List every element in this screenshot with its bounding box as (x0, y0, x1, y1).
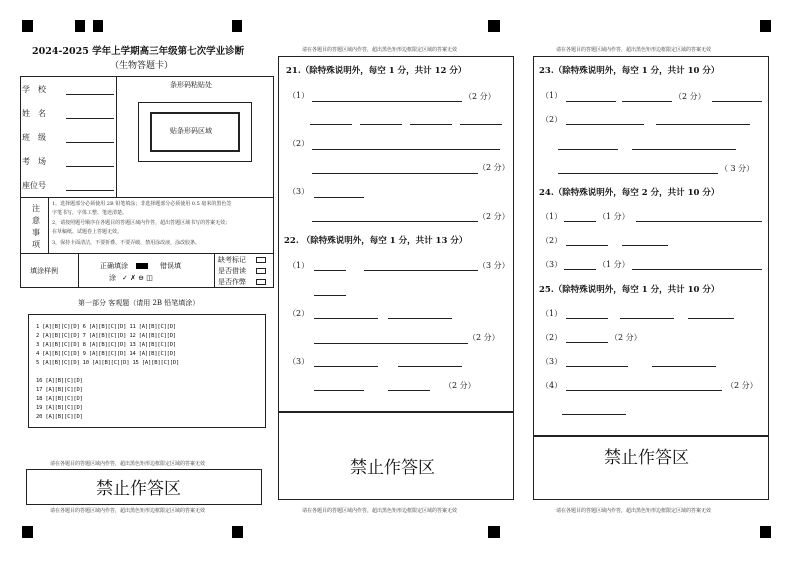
notice-line: 字笔书写，字体工整、笔迹清楚。 (52, 210, 128, 216)
q23-1-score: （2 分） (674, 92, 706, 101)
q25-part-2: （2） (541, 333, 563, 342)
q21-1-blank-5[interactable] (460, 124, 502, 125)
q23-part-1: （1） (541, 91, 563, 100)
seat-label: 座位号 (22, 181, 46, 190)
objective-row[interactable]: 4 [A][B][C][D] 9 [A][B][C][D] 14 [A][B][C][D] (36, 351, 177, 357)
q22-2-blank-2[interactable] (388, 318, 452, 319)
q22-part-1: （1） (288, 261, 310, 270)
registration-mark (93, 20, 103, 32)
q23-2-blank-2[interactable] (656, 124, 750, 125)
q23-1-blank-2[interactable] (622, 101, 672, 102)
notice-title: 注意事项 (32, 204, 40, 249)
q21-1-blank-3[interactable] (360, 124, 402, 125)
q21-part-2: （2） (288, 139, 310, 148)
q22-2-blank-1[interactable] (314, 318, 378, 319)
q24-title: 24.（除特殊说明外，每空 2 分，共计 10 分） (539, 188, 720, 198)
answer-area-middle (278, 56, 514, 412)
q22-2-score: （2 分） (468, 333, 500, 342)
exam-room-field[interactable] (66, 166, 114, 167)
wrong-fill-marks: ✓ ✗ ⊖ ◫ (122, 274, 153, 282)
q24-1-blank-2[interactable] (636, 221, 762, 222)
warning-text: 请在各题目的答题区域内作答，超出黑色矩形边框限定区域的答案无效 (50, 508, 206, 514)
q21-title: 21.（除特殊说明外，每空 1 分，共计 12 分） (286, 66, 467, 76)
q25-4-blank-2[interactable] (562, 414, 626, 415)
q21-part-3: （3） (288, 187, 310, 196)
registration-mark (488, 20, 500, 32)
q25-3-blank-2[interactable] (652, 366, 716, 367)
registration-mark (760, 526, 771, 538)
q21-1-blank-1[interactable] (312, 101, 462, 102)
transfer-flag-box[interactable] (256, 268, 266, 274)
q22-3-blank-3[interactable] (314, 390, 364, 391)
cheat-flag-box[interactable] (256, 279, 266, 285)
q24-3-blank-2[interactable] (632, 269, 762, 270)
notice-line: 1，选择题部分必须使用 2B 铅笔填涂；非选择题部分必须使用 0.5 毫米的黑色签 (52, 201, 232, 207)
q24-1-blank-1[interactable] (564, 221, 596, 222)
q25-1-blank-3[interactable] (688, 318, 734, 319)
absent-flag-box[interactable] (256, 257, 266, 263)
warning-text: 请在各题目的答题区域内作答，超出黑色矩形边框限定区域的答案无效 (302, 508, 458, 514)
q25-1-blank-2[interactable] (620, 318, 674, 319)
q24-3-blank-1[interactable] (564, 269, 596, 270)
q24-part-3: （3） (541, 260, 563, 269)
objective-row[interactable]: 3 [A][B][C][D] 8 [A][B][C][D] 13 [A][B][C][D] (36, 342, 177, 348)
q21-1-blank-2[interactable] (310, 124, 352, 125)
fill-divider (214, 254, 215, 288)
objective-row[interactable]: 19 [A][B][C][D] (36, 405, 83, 411)
q25-2-score: （2 分） (610, 333, 642, 342)
notice-line: 3，保持卡面清洁，不要折叠、不要弄破，禁用涂改液，涂改胶条。 (52, 240, 201, 246)
q24-part-1: （1） (541, 212, 563, 221)
correct-fill-mark (136, 263, 148, 269)
q22-1-blank-1[interactable] (314, 270, 346, 271)
q23-1-blank-3[interactable] (712, 101, 762, 102)
info-divider (116, 76, 117, 198)
warning-text: 请在各题目的答题区域内作答，超出黑色矩形边框限定区域的答案无效 (302, 47, 458, 53)
q22-part-3: （3） (288, 357, 310, 366)
q22-1-blank-3[interactable] (314, 295, 346, 296)
q21-1-score: （2 分） (464, 92, 496, 101)
q25-part-4: （4） (541, 381, 563, 390)
notice-line: 2，请按照题号顺序在各题目的答题区域内作答，超出答题区域书写的答案无效； (52, 220, 231, 226)
registration-mark (22, 526, 33, 538)
registration-mark (760, 20, 771, 32)
cheat-flag-label: 是否作弊 (218, 278, 246, 286)
q23-2-blank-5[interactable] (558, 173, 718, 174)
absent-flag-label: 缺考标记 (218, 256, 246, 264)
q25-4-blank-1[interactable] (566, 390, 722, 391)
q21-3-blank-1[interactable] (314, 197, 364, 198)
q25-part-3: （3） (541, 357, 563, 366)
page-title: 2024-2025 学年上学期高三年级第七次学业诊断 (32, 46, 245, 57)
q24-3-score: （1 分） (598, 260, 630, 269)
registration-mark (488, 526, 500, 538)
barcode-label: 条形码粘贴处 (170, 81, 212, 89)
q23-2-blank-4[interactable] (632, 149, 736, 150)
transfer-flag-label: 是否借读 (218, 267, 246, 275)
exam-room-label: 考 场 (22, 157, 46, 166)
q23-2-blank-3[interactable] (558, 149, 618, 150)
class-field[interactable] (66, 142, 114, 143)
notice-line: 在草稿纸、试题卷上答题无效。 (52, 229, 123, 235)
school-field[interactable] (66, 94, 114, 95)
registration-mark (232, 526, 243, 538)
forbidden-zone-label: 禁止作答区 (96, 479, 181, 499)
objective-row[interactable]: 2 [A][B][C][D] 7 [A][B][C][D] 12 [A][B][C][D] (36, 333, 177, 339)
q25-4-score: （2 分） (726, 381, 758, 390)
q22-2-blank-3[interactable] (314, 343, 468, 344)
q24-2-blank-2[interactable] (622, 245, 668, 246)
forbidden-zone-label: 禁止作答区 (604, 448, 689, 468)
q24-part-2: （2） (541, 236, 563, 245)
q23-title: 23.（除特殊说明外，每空 1 分，共计 10 分） (539, 66, 720, 76)
warning-text: 请在各题目的答题区域内作答，超出黑色矩形边框限定区域的答案无效 (556, 508, 712, 514)
name-label: 姓 名 (22, 109, 46, 118)
wrong-fill-label-2: 涂 (109, 274, 116, 282)
barcode-area-label: 贴条形码区域 (170, 127, 212, 135)
q21-part-1: （1） (288, 91, 310, 100)
q25-2-blank-1[interactable] (566, 342, 608, 343)
forbidden-zone (533, 436, 769, 500)
q22-3-blank-1[interactable] (314, 366, 378, 367)
registration-mark (75, 20, 85, 32)
answer-area-right (533, 56, 769, 436)
q21-3-score: （2 分） (478, 212, 510, 221)
q22-3-score: （2 分） (444, 381, 476, 390)
q21-2-blank-2[interactable] (312, 173, 478, 174)
q25-1-blank-1[interactable] (566, 318, 608, 319)
correct-fill-label: 正确填涂 (100, 262, 128, 270)
wrong-fill-label: 错误填 (160, 262, 181, 270)
q22-3-blank-4[interactable] (388, 390, 430, 391)
objective-row[interactable]: 17 [A][B][C][D] (36, 387, 83, 393)
q23-2-blank-1[interactable] (566, 124, 644, 125)
objective-row[interactable]: 1 [A][B][C][D] 6 [A][B][C][D] 11 [A][B][C][D] (36, 324, 177, 330)
q23-1-blank-1[interactable] (566, 101, 616, 102)
notice-divider (48, 198, 49, 254)
page-subtitle: （生物答题卡） (110, 61, 174, 71)
objective-row[interactable]: 20 [A][B][C][D] (36, 414, 83, 420)
q23-part-2: （2） (541, 115, 563, 124)
q24-2-blank-1[interactable] (566, 245, 608, 246)
objective-title: 第一部分 客观题（请用 2B 铅笔填涂） (78, 299, 200, 307)
q22-title: 22. （除特殊说明外，每空 1 分，共计 13 分） (284, 236, 468, 246)
q21-1-blank-4[interactable] (410, 124, 452, 125)
warning-text: 请在各题目的答题区域内作答，超出黑色矩形边框限定区域的答案无效 (556, 47, 712, 53)
warning-text: 请在各题目的答题区域内作答，超出黑色矩形边框限定区域的答案无效 (50, 461, 206, 467)
fill-example-label: 填涂样例 (30, 267, 58, 275)
q25-title: 25.（除特殊说明外，每空 1 分，共计 10 分） (539, 285, 720, 295)
q24-1-score: （1 分） (598, 212, 630, 221)
q23-2-score: （ 3 分） (720, 164, 755, 173)
objective-row[interactable]: 16 [A][B][C][D] (36, 378, 83, 384)
q25-part-1: （1） (541, 309, 563, 318)
forbidden-zone-label: 禁止作答区 (350, 458, 435, 478)
registration-mark (22, 20, 33, 32)
q21-3-blank-2[interactable] (312, 221, 478, 222)
q22-1-blank-2[interactable] (364, 270, 478, 271)
q22-1-score: （3 分） (478, 261, 510, 270)
q21-2-score: （2 分） (478, 163, 510, 172)
school-label: 学 校 (22, 85, 46, 94)
forbidden-zone (278, 412, 514, 500)
q25-3-blank-1[interactable] (566, 366, 628, 367)
class-label: 班 级 (22, 133, 46, 142)
objective-row[interactable]: 5 [A][B][C][D] 10 [A][B][C][D] 15 [A][B][C][D] (36, 360, 180, 366)
fill-divider (78, 254, 79, 288)
seat-field[interactable] (66, 190, 114, 191)
registration-mark (232, 20, 242, 32)
q22-3-blank-2[interactable] (398, 366, 462, 367)
q22-part-2: （2） (288, 309, 310, 318)
name-field[interactable] (66, 118, 114, 119)
objective-row[interactable]: 18 [A][B][C][D] (36, 396, 83, 402)
q21-2-blank-1[interactable] (312, 149, 500, 150)
